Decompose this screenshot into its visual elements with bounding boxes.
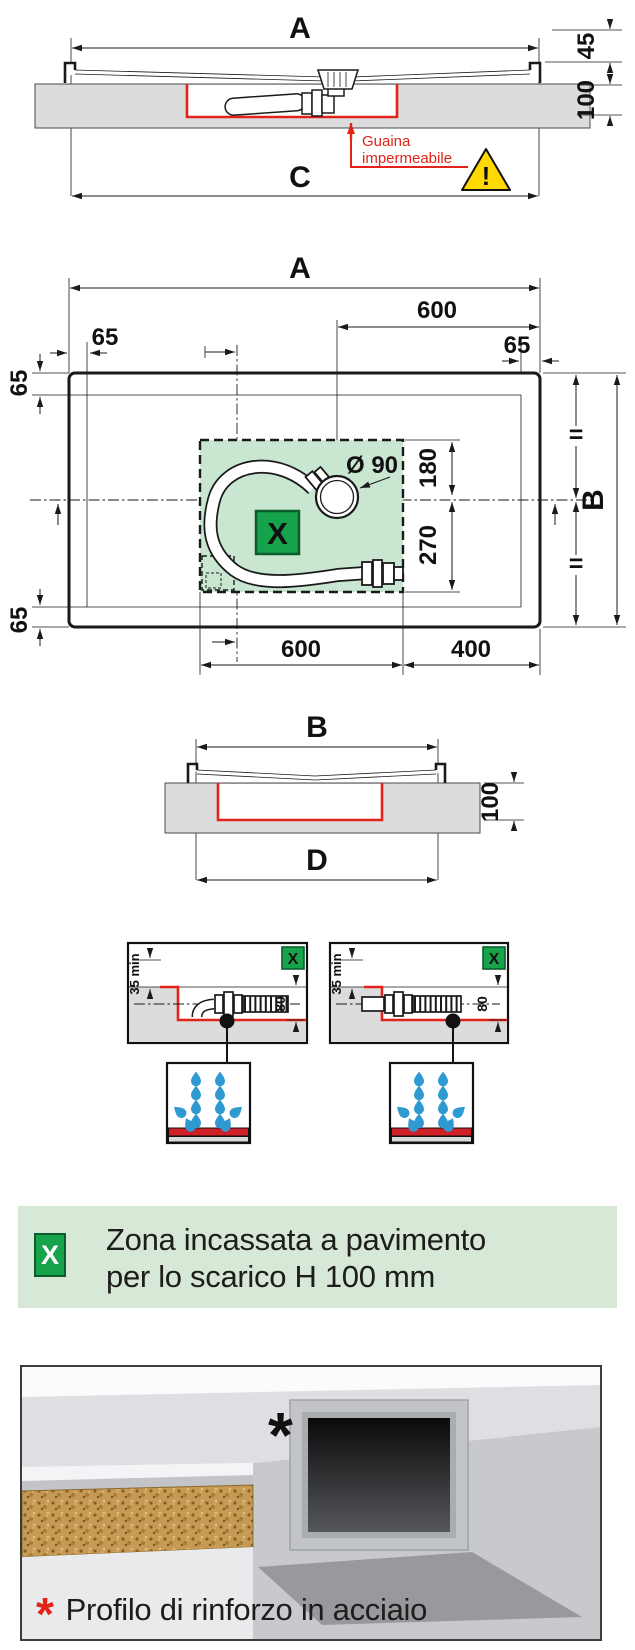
plan-dimension-65-left-top — [6, 354, 69, 414]
x-marker-icon: X — [34, 1233, 66, 1277]
drain-zone-x-marker — [256, 511, 299, 554]
caption-asterisk: * — [36, 1588, 54, 1640]
side-dimension-100 — [477, 772, 524, 831]
dim-label-a: A — [289, 12, 311, 45]
x-marker-glyph: X — [287, 951, 299, 968]
callout-dot — [446, 1014, 461, 1029]
dim-label-100: 100 — [573, 79, 600, 121]
side-dim-100: 100 — [477, 781, 504, 823]
callout-dot — [220, 1014, 235, 1029]
plan-dim-65-tr: 65 — [503, 332, 531, 359]
diameter-label: Ø 90 — [346, 452, 399, 479]
legend-text-line1: Zona incassata a pavimento — [106, 1222, 486, 1257]
waterproofing-note — [351, 123, 468, 167]
plan-dimension-600-top — [338, 297, 539, 327]
detail-x-marker — [282, 947, 304, 969]
legend-text-line2: per lo scarico H 100 mm — [106, 1259, 436, 1294]
equal-mark-bottom: = — [568, 550, 584, 578]
drain-cap — [318, 70, 358, 89]
water-splash-box — [390, 1063, 473, 1143]
legend-text — [106, 1221, 486, 1295]
steel-profile-photo — [20, 1365, 602, 1641]
plan-dim-180: 180 — [415, 447, 442, 489]
warning-triangle-icon — [462, 149, 510, 191]
side-dim-label-d: D — [306, 844, 328, 877]
equal-mark-top: = — [568, 421, 584, 449]
wood-core-layer — [22, 1485, 253, 1557]
photo-caption — [36, 1577, 428, 1640]
floor-recess — [218, 783, 382, 820]
plan-dim-65-left-bottom: 65 — [6, 606, 33, 634]
detail-right — [329, 943, 508, 1143]
water-splash-box — [167, 1063, 250, 1143]
top-cross-section-diagram — [0, 0, 635, 230]
dim-label-45: 45 — [573, 32, 600, 60]
x-marker-glyph: X — [267, 516, 288, 551]
plan-dim-600-bottom: 600 — [280, 636, 322, 663]
dimension-a — [72, 12, 538, 48]
plan-dimension-65-top-left — [50, 324, 118, 353]
dim-35-min: 35 min — [127, 953, 142, 995]
side-dim-label-b: B — [306, 711, 328, 744]
plan-dimension-a — [69, 252, 540, 373]
caption-text: Profilo di rinforzo in acciaio — [65, 1592, 428, 1627]
x-marker-glyph: X — [488, 951, 500, 968]
detail-left — [127, 943, 307, 1143]
dim-80: 80 — [474, 996, 490, 1012]
warning-exclamation: ! — [481, 161, 491, 191]
plan-dimension-65-left-bottom — [6, 589, 69, 646]
plan-dimension-b — [543, 373, 626, 627]
dim-label-c: C — [289, 161, 311, 194]
waterproofing-note-line2: impermeabile — [362, 150, 453, 167]
legend-banner — [18, 1206, 617, 1308]
detail-x-marker — [483, 947, 505, 969]
plan-dim-65-tl: 65 — [91, 324, 119, 351]
plan-dim-600-top: 600 — [416, 297, 458, 324]
side-cross-section-diagram — [0, 690, 635, 900]
dimension-100 — [573, 74, 622, 126]
asterisk-marker: * — [268, 1399, 293, 1471]
plan-dim-label-a: A — [289, 252, 311, 285]
waterproofing-note-line1: Guaina — [362, 133, 411, 150]
dimension-45 — [545, 19, 622, 73]
plan-dim-400: 400 — [450, 636, 492, 663]
tray-profile — [188, 764, 445, 783]
plan-dim-270: 270 — [415, 524, 442, 566]
drain-detail-diagrams — [0, 900, 635, 1150]
steel-profile-opening — [290, 1400, 468, 1550]
side-dimension-d — [197, 844, 437, 880]
drain-circle — [316, 476, 358, 518]
plan-dim-label-b: B — [577, 489, 610, 511]
plan-dim-65-left-top: 65 — [6, 369, 33, 397]
dim-80: 80 — [272, 996, 288, 1012]
plan-view-diagram — [0, 230, 635, 680]
dim-35-min: 35 min — [329, 953, 344, 995]
side-dimension-b — [197, 711, 437, 747]
